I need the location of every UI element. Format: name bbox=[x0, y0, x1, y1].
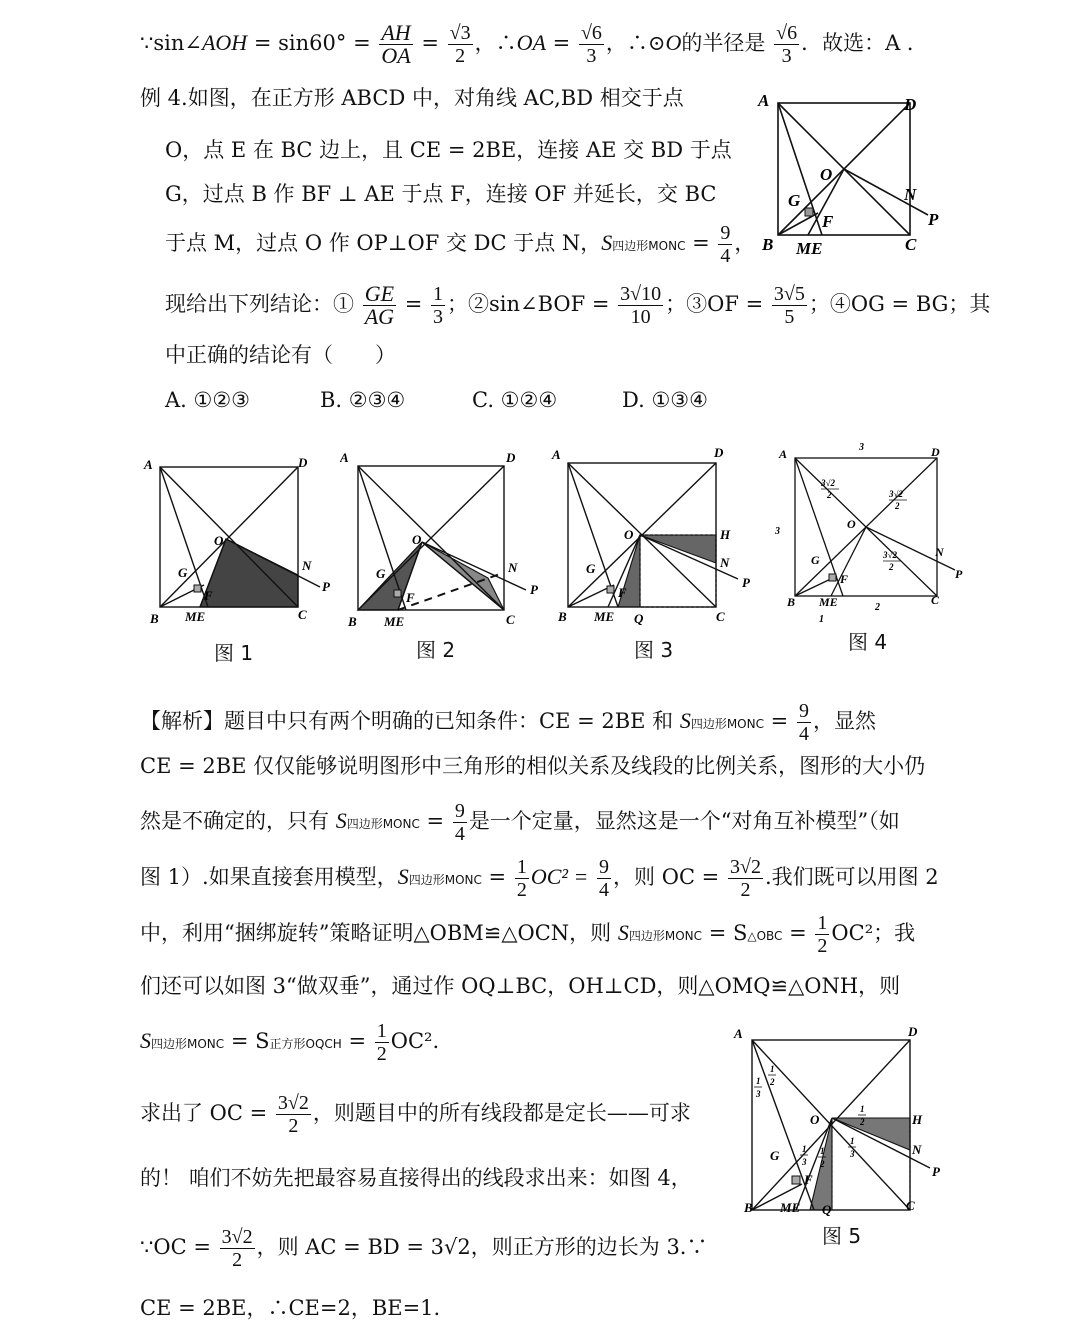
label-n: N bbox=[904, 185, 917, 204]
subscript: 四边形MONC bbox=[408, 873, 482, 887]
fig4-label-o: O bbox=[847, 517, 856, 531]
text: S bbox=[601, 230, 613, 255]
analysis-line-11: CE = 2BE，∴CE=2，BE=1. bbox=[140, 1296, 441, 1320]
subscript: 四边形MONC bbox=[151, 1037, 225, 1051]
denominator: 2 bbox=[817, 935, 828, 957]
subscript: 正方形OQCH bbox=[269, 1037, 342, 1051]
text: = S bbox=[702, 921, 748, 945]
figure-1 bbox=[140, 455, 340, 630]
fig4-side-bm: 1 bbox=[819, 614, 824, 625]
numerator: 3√10 bbox=[620, 283, 662, 305]
text: 的半径是 bbox=[681, 31, 766, 55]
fig2-label-p: P bbox=[530, 582, 538, 597]
fraction bbox=[276, 1092, 311, 1137]
text: S bbox=[335, 808, 347, 833]
text: = bbox=[419, 809, 445, 833]
denominator: OA bbox=[381, 43, 411, 68]
text: = sin60° = bbox=[247, 31, 371, 55]
fraction bbox=[774, 22, 799, 67]
label-a: A bbox=[758, 91, 770, 110]
numerator: 3√5 bbox=[773, 283, 805, 305]
text: = bbox=[782, 921, 807, 945]
denominator: 2 bbox=[288, 1115, 299, 1137]
fig3-label-h: H bbox=[720, 527, 731, 542]
text: S bbox=[397, 864, 409, 889]
analysis-line-2: CE = 2BE 仅仅能够说明图形中三角形的相似关系及线段的比例关系，图形的大小仍 bbox=[140, 754, 926, 778]
text: ；④OG = BG；其 bbox=[808, 292, 991, 316]
fig1-label-p: P bbox=[322, 579, 330, 594]
text: ∵OC = bbox=[140, 1235, 211, 1259]
figure-2-caption: 图 2 bbox=[416, 638, 456, 662]
fig5-label-h: H bbox=[912, 1112, 923, 1127]
text: OA bbox=[516, 30, 546, 55]
fig4-label-a: A bbox=[779, 447, 788, 461]
fig2-label-f: F bbox=[406, 590, 415, 605]
fig4-side-top: 3 bbox=[859, 442, 864, 453]
text: S bbox=[140, 1028, 151, 1053]
fig5-label-p: P bbox=[932, 1164, 940, 1179]
fraction bbox=[220, 1226, 255, 1271]
fig4-side-be: 2 bbox=[875, 602, 880, 613]
text: O bbox=[665, 30, 682, 55]
text: ，则 OC = bbox=[613, 865, 720, 889]
text: ， bbox=[734, 231, 756, 255]
fraction bbox=[375, 1020, 389, 1065]
numerator: √6 bbox=[580, 22, 602, 44]
fig1-label-f: F bbox=[204, 588, 213, 603]
label-p: P bbox=[928, 210, 939, 229]
text: 【解析】题目中只有两个明确的已知条件：CE = 2BE 和 bbox=[140, 709, 680, 733]
numerator: 1 bbox=[817, 912, 828, 934]
text: 求出了 OC = bbox=[140, 1101, 268, 1125]
fig5-label-f: F bbox=[804, 1172, 813, 1187]
denominator: 2 bbox=[740, 879, 751, 901]
text: ；②sin∠BOF = bbox=[446, 292, 610, 316]
subscript: 四边形MONC bbox=[690, 717, 764, 731]
main-figure bbox=[750, 88, 950, 263]
fig5-label-b: B bbox=[744, 1200, 753, 1215]
fig5-label-g: G bbox=[770, 1148, 780, 1163]
fraction bbox=[718, 222, 732, 267]
numerator: 1 bbox=[516, 856, 527, 878]
analysis-line-9: 的！ 咱们不妨先把最容易直接得出的线段求出来：如图 4， bbox=[140, 1166, 692, 1190]
fig3-label-b: B bbox=[558, 609, 567, 624]
fig4-frac3-den: 2 bbox=[889, 562, 894, 572]
fig2-label-g: G bbox=[376, 566, 386, 581]
denominator: 4 bbox=[798, 723, 809, 745]
analysis-line-5 bbox=[140, 912, 915, 957]
fig3-label-q: Q bbox=[634, 611, 644, 626]
numerator: 1 bbox=[376, 1020, 387, 1042]
fig5-frac-f-den: 3 bbox=[802, 1157, 807, 1167]
denominator: AG bbox=[364, 304, 395, 329]
fig5-label-o: O bbox=[810, 1112, 820, 1127]
text: 图 1）.如果直接套用模型， bbox=[140, 865, 398, 889]
fig4-label-f: F bbox=[840, 572, 849, 586]
figure-1-caption: 图 1 bbox=[214, 641, 254, 665]
solution-line-0 bbox=[140, 22, 928, 67]
text: OC² = bbox=[530, 864, 589, 889]
fig4-label-n: N bbox=[935, 545, 944, 559]
text: 中，利用“捆绑旋转”策略证明△OBM≌△OCN，则 bbox=[140, 921, 618, 945]
fig1-label-b: B bbox=[150, 611, 159, 626]
fig5-label-c: C bbox=[906, 1198, 915, 1213]
denominator: 4 bbox=[599, 879, 610, 901]
fig2-label-a: A bbox=[340, 450, 349, 465]
fig5-frac-a-num: 1 bbox=[756, 1076, 761, 1086]
example-line-4 bbox=[165, 222, 755, 267]
fig4-label-b: B bbox=[787, 595, 796, 609]
fraction bbox=[772, 283, 807, 328]
fig4-frac2-num: 3√2 bbox=[889, 489, 903, 499]
fraction bbox=[728, 856, 763, 901]
text: ；③OF = bbox=[665, 292, 764, 316]
fig5-frac-c-num: 1 bbox=[860, 1104, 865, 1114]
fig1-label-o: O bbox=[214, 533, 224, 548]
fig4-frac3-num: 3√2 bbox=[883, 550, 897, 560]
fig5-frac-e-num: 1 bbox=[820, 1146, 825, 1156]
fig5-label-n: N bbox=[912, 1142, 922, 1157]
text: 然是不确定的，只有 bbox=[140, 809, 336, 833]
numerator: AH bbox=[381, 20, 411, 45]
fig2-label-me: ME bbox=[384, 614, 405, 629]
subscript: 四边形MONC bbox=[346, 817, 420, 831]
fraction bbox=[815, 912, 829, 957]
text: ，则题目中的所有线段都是定长——可求 bbox=[312, 1101, 691, 1125]
fig3-label-g: G bbox=[586, 561, 596, 576]
fig3-label-f: F bbox=[618, 585, 627, 600]
text: AOH bbox=[201, 30, 248, 55]
text: = S bbox=[224, 1029, 270, 1053]
figure-3 bbox=[548, 445, 758, 630]
fig5-frac-f-num: 1 bbox=[802, 1144, 807, 1154]
fig5-frac-c-den: 2 bbox=[860, 1117, 865, 1127]
analysis-line-10 bbox=[140, 1226, 707, 1271]
denominator: 2 bbox=[376, 1043, 387, 1065]
fig5-frac-e-den: 2 bbox=[820, 1159, 825, 1169]
text: = bbox=[398, 292, 423, 316]
analysis-line-7 bbox=[140, 1020, 439, 1065]
fig3-label-c: C bbox=[716, 609, 725, 624]
figure-4 bbox=[765, 440, 975, 630]
numerator: 3√2 bbox=[729, 856, 761, 878]
text: 是一个定量，显然这是一个“对角互补模型”（如 bbox=[468, 809, 900, 833]
text: ，∴⊙ bbox=[605, 31, 666, 55]
fig2-label-c: C bbox=[506, 612, 515, 627]
text: = bbox=[341, 1029, 367, 1053]
option-c: C. ①②④ bbox=[472, 388, 558, 412]
option-a: A. ①②③ bbox=[165, 388, 250, 412]
label-d: D bbox=[904, 95, 917, 114]
option-d: D. ①③④ bbox=[622, 388, 708, 412]
text: 现给出下列结论：① bbox=[165, 292, 354, 316]
fig5-label-d: D bbox=[908, 1024, 918, 1039]
numerator: 9 bbox=[720, 222, 731, 244]
text: = bbox=[763, 709, 789, 733]
denominator: 2 bbox=[232, 1249, 243, 1271]
text: OC². bbox=[390, 1029, 440, 1053]
subscript: 四边形MONC bbox=[628, 929, 703, 943]
fig2-label-b: B bbox=[348, 614, 357, 629]
fig1-label-g: G bbox=[178, 565, 188, 580]
fig4-label-c: C bbox=[931, 593, 940, 607]
fraction bbox=[618, 283, 663, 328]
fig5-frac-a-den: 3 bbox=[756, 1089, 761, 1099]
fig3-label-o: O bbox=[624, 527, 634, 542]
subscript: △OBC bbox=[747, 929, 783, 943]
fig1-label-a: A bbox=[144, 457, 153, 472]
denominator: 2 bbox=[516, 879, 527, 901]
figure-5 bbox=[730, 1020, 960, 1220]
numerator: √6 bbox=[776, 22, 798, 44]
subscript: 四边形MONC bbox=[612, 239, 686, 253]
figure-3-caption: 图 3 bbox=[634, 638, 674, 662]
denominator: 4 bbox=[720, 245, 731, 267]
fraction bbox=[579, 22, 604, 67]
fig4-label-g: G bbox=[811, 553, 820, 567]
fig3-label-d: D bbox=[714, 445, 724, 460]
fig5-label-a: A bbox=[734, 1026, 743, 1041]
fraction bbox=[797, 700, 811, 745]
label-g: G bbox=[788, 191, 801, 210]
denominator: 10 bbox=[630, 306, 651, 328]
text: ∵sin∠ bbox=[140, 31, 202, 55]
fig4-label-me: ME bbox=[819, 595, 838, 609]
example-line-6: 中正确的结论有（ ） bbox=[165, 343, 396, 367]
fig3-label-a: A bbox=[552, 447, 561, 462]
fraction bbox=[597, 856, 611, 901]
text: = bbox=[545, 31, 571, 55]
fig5-label-q: Q bbox=[822, 1202, 832, 1217]
fig4-frac2-den: 2 bbox=[895, 501, 900, 511]
fig2-label-d: D bbox=[506, 450, 516, 465]
fraction bbox=[453, 800, 467, 845]
numerator: 3√2 bbox=[221, 1226, 253, 1248]
fig3-label-me: ME bbox=[594, 609, 615, 624]
figure-4-caption: 图 4 bbox=[848, 630, 888, 654]
fig4-side-left: 3 bbox=[775, 526, 780, 537]
fig4-frac1-num: 3√2 bbox=[821, 478, 835, 488]
text: = bbox=[481, 865, 507, 889]
fig1-label-n: N bbox=[302, 558, 312, 573]
text: ．故选：A ． bbox=[801, 31, 928, 55]
label-c: C bbox=[905, 235, 917, 254]
analysis-line-4 bbox=[140, 856, 939, 901]
fig2-label-o: O bbox=[412, 532, 422, 547]
fig5-frac-d-num: 1 bbox=[850, 1136, 855, 1146]
analysis-line-8 bbox=[140, 1092, 691, 1137]
text: S bbox=[679, 708, 691, 733]
denominator: 3 bbox=[586, 45, 597, 67]
fig1-label-d: D bbox=[298, 455, 308, 470]
figure-5-caption: 图 5 bbox=[822, 1224, 862, 1248]
text: = bbox=[685, 231, 710, 255]
fraction bbox=[448, 22, 473, 67]
numerator: 9 bbox=[798, 700, 809, 722]
figure-2 bbox=[340, 448, 550, 630]
fig5-frac-d-den: 3 bbox=[850, 1149, 855, 1159]
denominator: 4 bbox=[454, 823, 465, 845]
analysis-line-1 bbox=[140, 700, 876, 745]
numerator: GE bbox=[364, 281, 395, 306]
fig1-label-c: C bbox=[298, 607, 307, 622]
fig3-label-p: P bbox=[742, 575, 750, 590]
numerator: 9 bbox=[599, 856, 610, 878]
fig5-frac-b-num: 1 bbox=[770, 1064, 775, 1074]
denominator: 3 bbox=[781, 45, 792, 67]
numerator: √3 bbox=[449, 22, 471, 44]
label-b: B bbox=[762, 235, 774, 254]
fig1-label-me: ME bbox=[185, 609, 206, 624]
numerator: 9 bbox=[454, 800, 465, 822]
label-me: ME bbox=[796, 239, 823, 258]
fig4-label-d: D bbox=[931, 445, 940, 459]
example-line-5 bbox=[165, 283, 990, 328]
fig5-label-me: ME bbox=[780, 1200, 801, 1215]
fig4-frac1-den: 2 bbox=[827, 490, 832, 500]
example-line-1: 例 4.如图，在正方形 ABCD 中，对角线 AC,BD 相交于点 bbox=[140, 86, 684, 110]
text: ，则 AC = BD = 3√2，则正方形的边长为 3.∵ bbox=[256, 1235, 708, 1259]
label-f: F bbox=[822, 212, 834, 231]
denominator: 5 bbox=[784, 306, 795, 328]
fig4-label-p: P bbox=[955, 567, 963, 581]
fraction bbox=[515, 856, 529, 901]
label-o: O bbox=[820, 165, 833, 184]
fig3-label-n: N bbox=[720, 555, 730, 570]
text: ，∴ bbox=[474, 31, 517, 55]
text: .我们既可以用图 2 bbox=[764, 865, 939, 889]
text: 于点 M，过点 O 作 OP⊥OF 交 DC 于点 N， bbox=[165, 231, 602, 255]
text: OC²；我 bbox=[831, 921, 916, 945]
fig2-label-n: N bbox=[508, 560, 518, 575]
fraction bbox=[363, 283, 396, 328]
fig5-frac-b-den: 2 bbox=[770, 1077, 775, 1087]
numerator: 1 bbox=[432, 283, 443, 305]
text: S bbox=[617, 920, 629, 945]
analysis-line-3 bbox=[140, 800, 900, 845]
option-b: B. ②③④ bbox=[320, 388, 406, 412]
analysis-line-6: 们还可以如图 3“做双垂”，通过作 OQ⊥BC，OH⊥CD，则△OMQ≌△ONH，则 bbox=[140, 974, 901, 998]
numerator: 3√2 bbox=[277, 1092, 309, 1114]
example-line-2: O，点 E 在 BC 边上，且 CE = 2BE，连接 AE 交 BD 于点 bbox=[165, 138, 732, 162]
text: ，显然 bbox=[812, 709, 876, 733]
text: = bbox=[414, 31, 439, 55]
fraction bbox=[379, 22, 412, 67]
denominator: 3 bbox=[432, 306, 443, 328]
example-line-3: G，过点 B 作 BF ⊥ AE 于点 F，连接 OF 并延长，交 BC bbox=[165, 182, 717, 206]
denominator: 2 bbox=[455, 45, 466, 67]
fraction bbox=[431, 283, 445, 328]
